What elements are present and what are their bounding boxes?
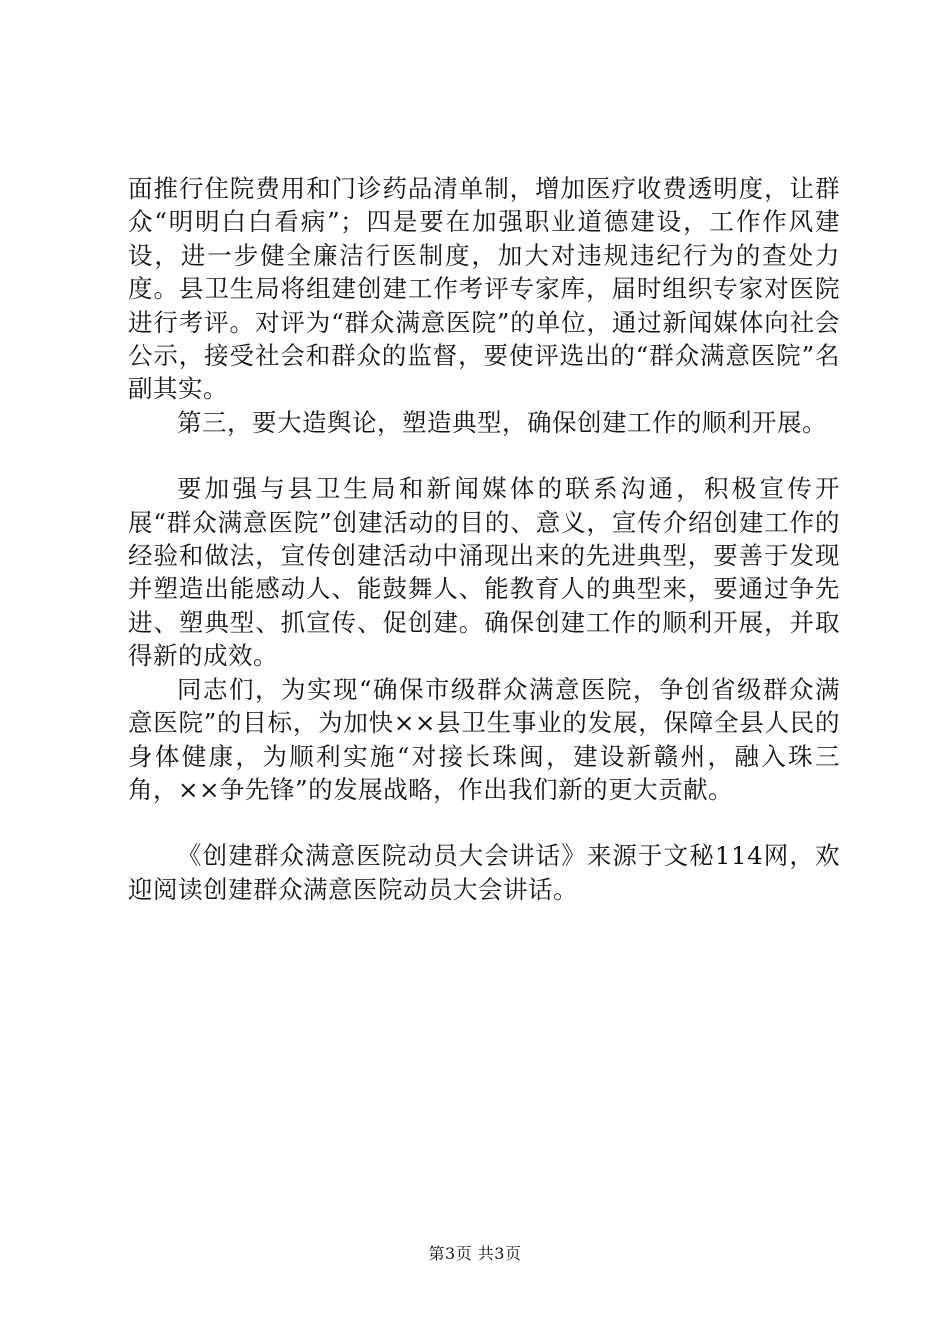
paragraph-section-heading: 第三，要大造舆论，塑造典型，确保创建工作的顺利开展。 [177, 407, 827, 437]
paragraph-closing: 同志们，为实现“确保市级群众满意医院，争创省级群众满意医院”的目标，为加快××县卫生事业的发展，保障全县人民的身体健康，为顺利实施“对接长珠闽，建设新赣州，融入珠三角，××争先锋”的发展战略，作出我们新的更大贡献。 [128, 674, 840, 804]
paragraph-continuation: 面推行住院费用和门诊药品清单制，增加医疗收费透明度，让群众“明明白白看病”；四是要在加强职业道德建设，工作作风建设，进一步健全廉洁行医制度，加大对违规违纪行为的查处力度。县卫生局将组建创建工作考评专家库，届时组织专家对医院进行考评。对评为“群众满意医院”的单位，通过新闻媒体向社会公示，接受社会和群众的监督，要使评选出的“群众满意医院”名副其实。 [128, 174, 840, 404]
page-footer: 第3页 共3页 [428, 1244, 522, 1263]
paragraph-publicity: 要加强与县卫生局和新闻媒体的联系沟通，积极宣传开展“群众满意医院”创建活动的目的、意义，宣传介绍创建工作的经验和做法，宣传创建活动中涌现出来的先进典型，要善于发现并塑造出能感动人、能鼓舞人、能教育人的典型来，要通过争先进、塑典型、抓宣传、促创建。确保创建工作的顺利开展，并取得新的成效。 [128, 474, 840, 671]
paragraph-source-note: 《创建群众满意医院动员大会讲话》来源于文秘114网，欢迎阅读创建群众满意医院动员大会讲话。 [128, 841, 840, 904]
document-body [128, 172, 840, 906]
